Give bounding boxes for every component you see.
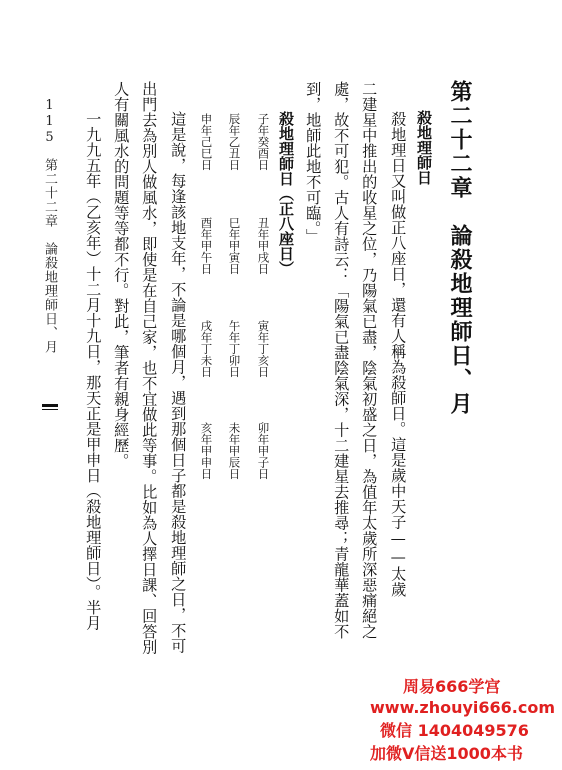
table-cell: 卯年甲子日 [256,422,271,480]
table-cell: 丑年甲戌日 [256,217,271,275]
table-cell: 戌年丁未日 [199,320,214,378]
watermark-line: 微信 1404049576 [380,721,529,740]
table-cell: 酉年甲午日 [199,217,214,275]
watermark-line: 加微V信送1000本书 [370,744,523,763]
paragraph-line: 處，故不可犯。古人有詩云：「陽氣已盡陰氣深，十二建星去推尋；青龍華蓋如不 [332,81,351,639]
table-cell: 辰年乙丑日 [227,113,242,171]
table-cell: 子年癸酉日 [256,113,271,171]
paragraph-line: 二建星中推出的收星之位，乃陽氣已盡，陰氣初盛之日，為值年太歲所深惡痛絕之 [360,81,379,639]
table-cell: 亥年甲申日 [199,422,214,480]
paragraph-line: 這是說，每逢該地支年，不論是哪個月，遇到那個日子都是殺地理師之日，不可 [169,111,188,654]
table-cell: 未年甲辰日 [227,422,242,480]
table-cell: 午年丁卯日 [227,320,242,378]
paragraph-line: 一九九五年（乙亥年）十二月十九日，那天正是甲申日（殺地理師日）。半月 [84,111,103,631]
header-rule-thin [42,409,58,410]
running-header: 第二十二章 論殺地理師日、月 [42,158,57,354]
paragraph-line: 人有關風水的問題等等都不行。對此，筆者有親身經歷。 [112,81,131,469]
paragraph-line: 出門去為別人做風水，即使是在自己家，也不宜做此等事。比如為人擇日課、回答別 [140,81,159,655]
section-heading: 殺地理師日（正八座日） [277,111,295,276]
section-heading: 殺地理師日 [415,110,433,185]
page-number: 115 [42,98,57,146]
table-cell: 寅年丁亥日 [256,320,271,378]
paragraph-line: 殺地理日又叫做正八座日，還有人稱為殺師日。這是歲中天子——太歲 [389,111,408,598]
table-cell: 申年己巳日 [199,113,214,171]
header-rule [42,404,58,407]
paragraph-line: 到，地師此地不可臨。」 [304,81,323,244]
table-cell: 巳年甲寅日 [227,217,242,275]
watermark-line: 周易666学宫 [403,677,501,696]
chapter-title: 第二十二章 論殺地理師日、月 [447,80,472,416]
watermark-line: www.zhouyi666.com [370,698,556,717]
